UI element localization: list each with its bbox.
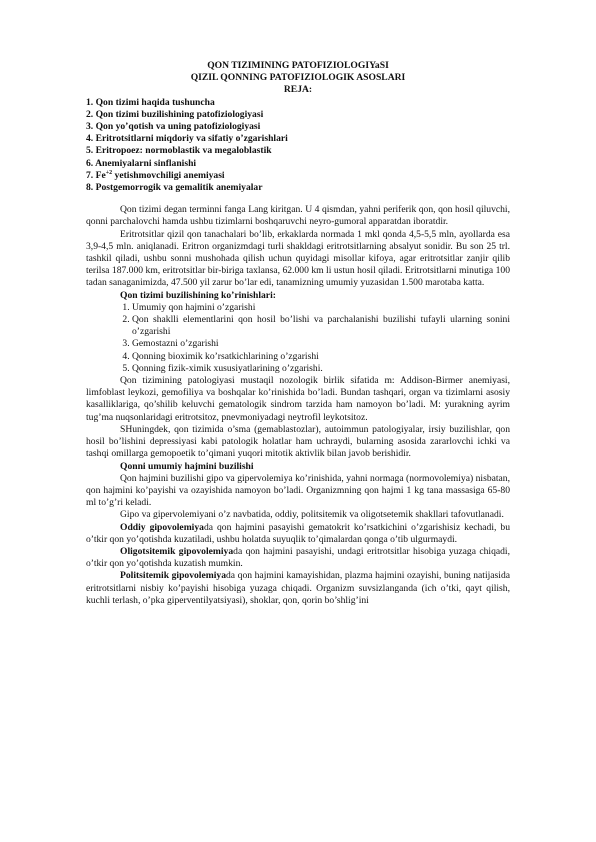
paragraph: Qon tizimining patologiyasi mustaqil nozologik birlik sifatida m: Addison-Birmer anemiyasi, limfoblast leykozi, gemofiliya va boshqalar ko’rinishida bo’ladi. Bundan tashqari, organ va tizimlarni asosiy kasalliklariga, qo’shilib keluvchi gematologik sindrom tarzida ham namoyon bo’ladi. M: yurakning ayrim tug’ma nuqsonlaridagi eritrotsitoz, pnevmoniyadagi neytrofil leykotsitoz. — [86, 375, 510, 423]
document-subtitle: QIZIL QONNING PATOFIZIOLOGIK ASOSLARI — [190, 72, 406, 84]
plan-item-text: yetishmovchiligi anemiyasi — [112, 169, 225, 181]
paragraph: Eritrotsitlar qizil qon tanachalari bo’lib, erkaklarda normada 1 mkl qonda 4,5-5,5 mln, ayollarda esa 3,9-4,5 mln. aniqlanadi. Eritron organizmdagi turli shakldagi eritrotsitlarning absalyut sonidir. Bu son 25 trl. tashkil qiladi, ushbu sonni mushohada qilish uchun quyidagi misollar kifoya, agar eritrotsitlar zanjir qilib terilsa 187.000 km, eritrotsitlar bir-biriga taxlansa, 62.000 km li ustun hosil qiladi. Eritrotsitlarni minutiga 100 tadan sanaganimizda, 47.500 yil zarur bo’lar edi, tanamizning umumiy yuzasidan 1.500 marotaba katta. — [86, 228, 510, 289]
plan-item — [86, 170, 510, 182]
plan-item: 4. Eritrotsitlarni miqdoriy va sifatiy o’zgarishlari — [86, 133, 288, 145]
plan-item: 2. Qon tizimi buzilishining patofiziologiyasi — [86, 108, 264, 120]
plan-item: 8. Postgemorrogik va gemalitik anemiyalar — [86, 182, 263, 194]
list-item: 4. Qonning bioximik ko’rsatkichlarining o’zgarishi — [132, 351, 510, 363]
paragraph-text: da qon hajmini kamayishidan, plazma hajmini ozayishi, buning natijasida eritrotsitlarni nisbiy ko’payishi hisobiga yuzaga chiqadi. Organizm suvsizlanganda (ich o’tki, qayt qilish, kuchli terlash, o’pka giperventilyatsiyasi), shoklar, qon, qorin bo’shlig’ini — [86, 570, 511, 606]
term-bold: Oligotsitemik gipovolemiya — [120, 545, 234, 557]
list-item: 2. Qon shaklli elementlarini qon hosil bo’lishi va parchalanishi buzilishi tufayli ularning sonini o’zgarishi — [132, 314, 510, 338]
superscript: +2 — [105, 169, 113, 176]
list-item: 5. Qonning fizik-ximik xususiyatlarining o’zgarishi. — [132, 363, 510, 375]
plan-list — [86, 97, 510, 195]
spacer — [86, 194, 510, 204]
term-bold: Oddiy gipovolemiya — [120, 521, 204, 533]
plan-item-text: 7. Fe — [86, 169, 106, 181]
plan-item: 5. Eritropoez: normoblastik va megaloblastik — [86, 145, 272, 157]
section-heading: Qonni umumiy hajmini buzilishi — [120, 460, 254, 472]
document-page — [86, 60, 510, 607]
document-title: QON TIZIMINING PATOFIZIOLOGIYaSI — [207, 60, 389, 71]
paragraph: SHuningdek, qon tizimida o’sma (gemablastozlar), autoimmun patologiyalar, irsiy buzilishlar, qon hosil bo’lishini depressiyasi kabi patologik holatlar ham uchraydi, bularning asosida zararlovchi ichki va tashqi omillarga gemopoetik to’qimani yuqori mitotik aktivlik bilan javob berishidir. — [86, 423, 510, 460]
list-item: 1. Umumiy qon hajmini o’zgarishi — [132, 302, 510, 314]
paragraph — [86, 570, 510, 607]
section-heading: Qon tizimi buzilishining ko’rinishlari: — [120, 289, 276, 301]
paragraph — [86, 522, 510, 546]
plan-heading: REJA: — [283, 84, 313, 96]
plan-item: 3. Qon yo’qotish va uning patofiziologiyasi — [86, 121, 261, 133]
paragraph — [86, 546, 510, 570]
paragraph-text: da qon hajmini pasayishi gematokrit ko’rsatkichini o’zgarishisiz kechadi, bu o’tkir qon yo’qotishda kuzatiladi, ushbu holatda suyuqlik to’qimalardan qonga o’tib ulgurmaydi. — [86, 521, 510, 545]
list-item: 3. Gemostazni o’zgarishi — [132, 338, 510, 350]
paragraph: Qon tizimi degan terminni fanga Lang kiritgan. U 4 qismdan, yahni periferik qon, qon hosil qiluvchi, qonni parchalovchi hamda ushbu tizimlarni boshqaruvchi neyro-gumoral apparatdan iboratdir. — [86, 204, 510, 228]
plan-item: 1. Qon tizimi haqida tushuncha — [86, 96, 215, 108]
plan-item: 6. Anemiyalarni sinflanishi — [86, 157, 197, 169]
paragraph: Gipo va gipervolemiyani o’z navbatida, oddiy, politsitemik va oligotsetemik shakllari tafovutlanadi. — [120, 509, 504, 521]
paragraph: Qon hajmini buzilishi gipo va gipervolemiya ko’rinishida, yahni normaga (normovolemiya) nisbatan, qon hajmini ko’payishi va ozayishida namoyon bo’ladi. Organizmning qon hajmi 1 kg tana massasiga 65-80 ml to’g’ri keladi. — [86, 472, 510, 509]
term-bold: Politsitemik gipovolemiya — [120, 570, 226, 582]
paragraph-text: da qon hajmini pasayishi, undagi eritrotsitlar hisobiga yuzaga chiqadi, o’tkir qon yo’qotishda kuzatish mumkin. — [86, 545, 510, 570]
numbered-list — [86, 302, 510, 375]
